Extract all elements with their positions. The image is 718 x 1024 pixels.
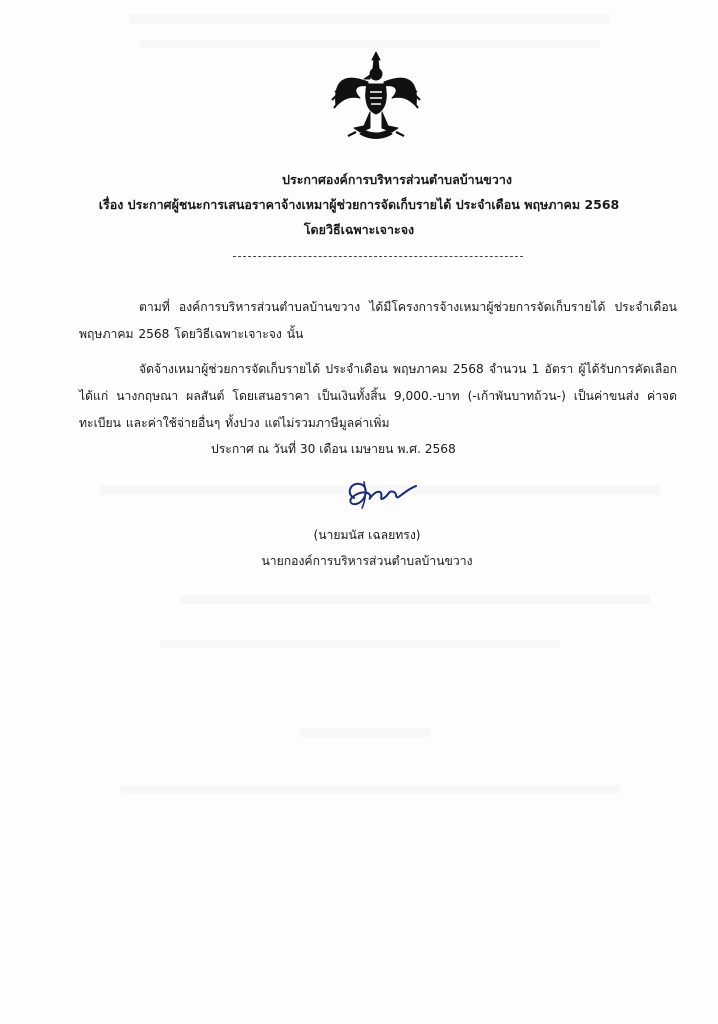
bleed-through-line	[130, 14, 610, 24]
signer-name: (นายมนัส เฉลยทรง)	[313, 528, 421, 542]
paragraph-1-text: ตามที่ องค์การบริหารส่วนตำบลบ้านขวาง ได้มีโครงการจ้างเหมาผู้ช่วยการจัดเก็บรายได้ ประจำเดือน พฤษภาคม 2568 โดยวิธีเฉพาะเจาะจง นั้น	[79, 300, 677, 341]
bleed-through-line	[300, 728, 430, 737]
announcement-subject: เรื่อง ประกาศผู้ชนะการเสนอราคาจ้างเหมาผู้ช่วยการจัดเก็บรายได้ ประจำเดือน พฤษภาคม 2568	[98, 197, 620, 212]
bleed-through-line	[140, 40, 600, 48]
announcement-date: ประกาศ ณ วันที่ 30 เดือน เมษายน พ.ศ. 2568	[211, 442, 456, 456]
garuda-emblem-icon	[330, 48, 422, 144]
bleed-through-line	[160, 640, 560, 648]
paragraph-1	[79, 294, 677, 348]
paragraph-2	[79, 356, 677, 437]
handwritten-signature	[340, 476, 420, 512]
announcement-heading: ประกาศองค์การบริหารส่วนตำบลบ้านขวาง	[282, 172, 512, 187]
bleed-through-line	[180, 595, 650, 604]
signer-title: นายกองค์การบริหารส่วนตำบลบ้านขวาง	[261, 554, 473, 568]
heading-divider	[233, 256, 523, 257]
procurement-method: โดยวิธีเฉพาะเจาะจง	[303, 222, 415, 237]
bleed-through-line	[120, 785, 620, 793]
paragraph-2-text: จัดจ้างเหมาผู้ช่วยการจัดเก็บรายได้ ประจำเดือน พฤษภาคม 2568 จำนวน 1 อัตรา ผู้ได้รับการคัดเลือก ได้แก่ นางกฤษณา ผลสันต์ โดยเสนอราคา เป็นเงินทั้งสิ้น 9,000.-บาท (-เก้าพันบาทถ้วน-) เป็นค่าขนส่ง ค่าจด ทะเบียน และค่าใช้จ่ายอื่นๆ ทั้งปวง แต่ไม่รวมภาษีมูลค่าเพิ่ม	[79, 362, 677, 430]
